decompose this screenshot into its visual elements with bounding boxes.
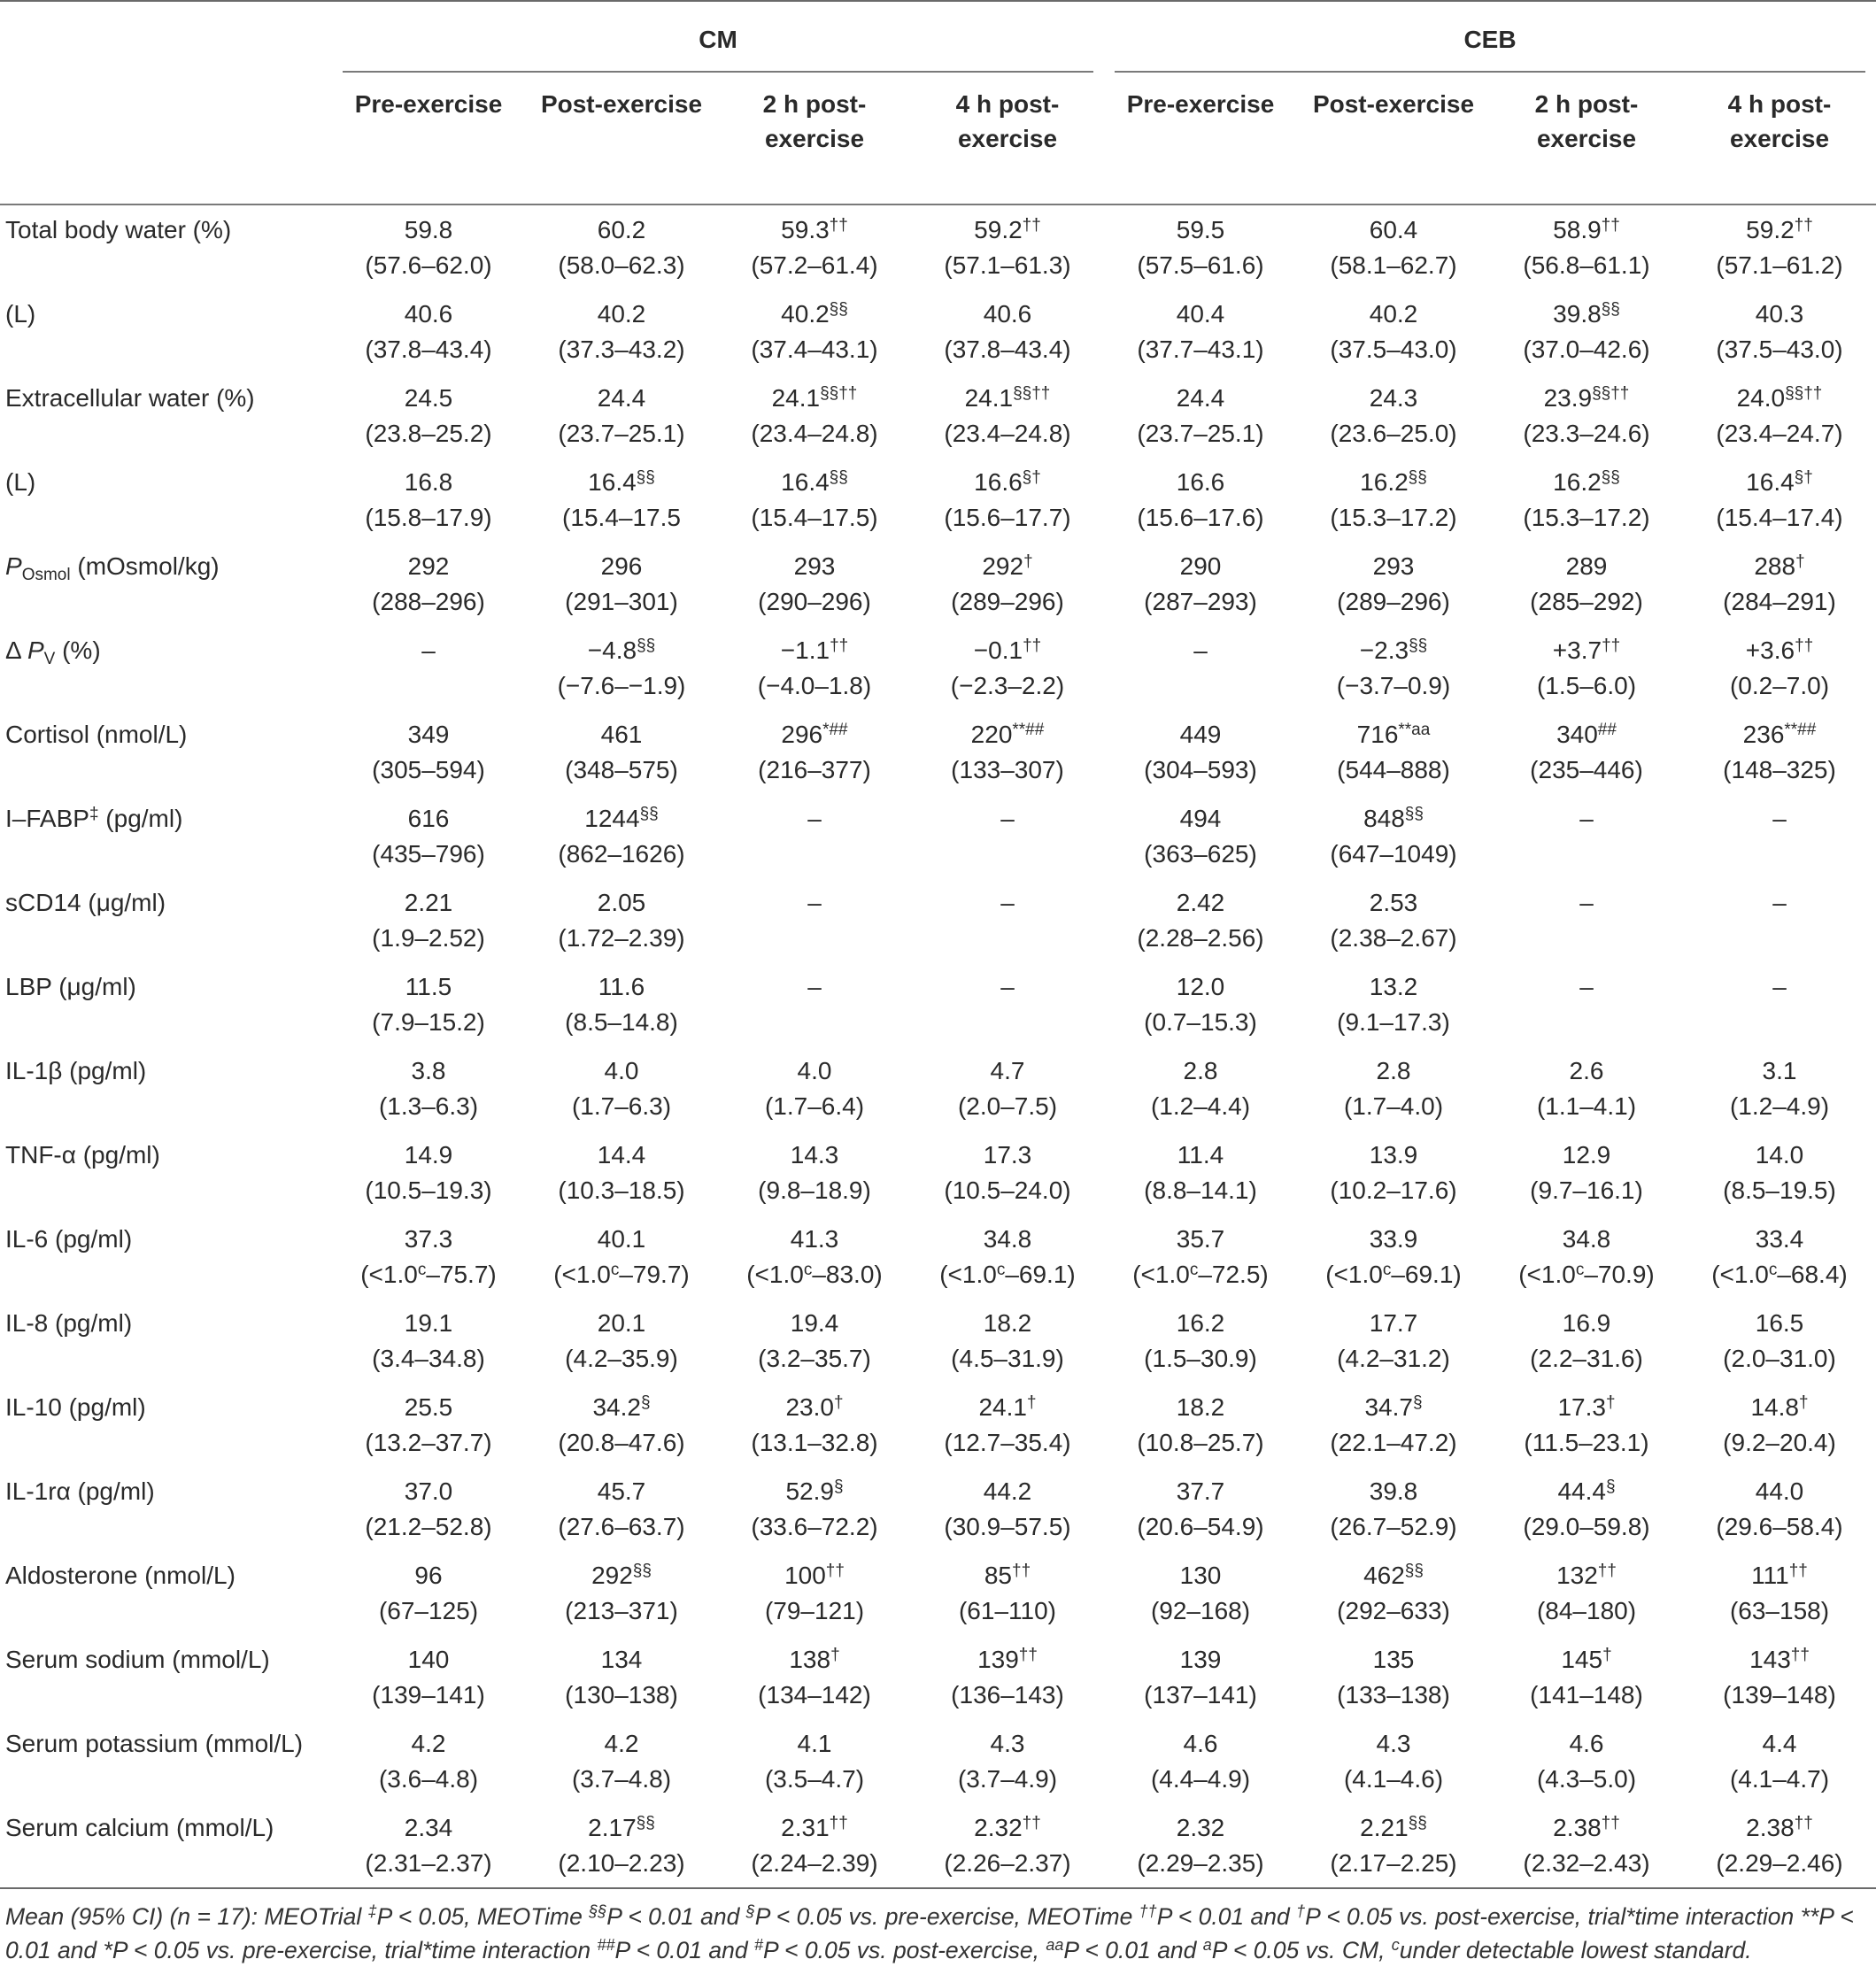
column-header: 2 h post- exercise: [762, 90, 867, 152]
table-cell: 45.7 (27.6–63.7): [558, 1477, 685, 1540]
table-cell: 2.31†† (2.24–2.39): [751, 1814, 878, 1877]
table-cell: 20.1 (4.2–35.9): [565, 1309, 678, 1372]
table-cell: 14.8† (9.2–20.4): [1723, 1393, 1836, 1456]
table-cell: 24.5 (23.8–25.2): [365, 384, 492, 447]
table-cell: 4.2 (3.6–4.8): [378, 1730, 479, 1793]
table-row: [0, 1551, 1876, 1635]
table-cell: 14.9 (10.5–19.3): [365, 1141, 492, 1204]
table-cell: 19.4 (3.2–35.7): [758, 1309, 871, 1372]
table-cell: 59.5 (57.5–61.6): [1137, 216, 1264, 279]
row-label: IL-6 (pg/ml): [5, 1225, 133, 1253]
table-cell: 2.21§§ (2.17–2.25): [1330, 1814, 1457, 1877]
table-cell: 24.1§§†† (23.4–24.8): [751, 384, 878, 447]
table-cell: 4.2 (3.7–4.8): [571, 1730, 672, 1793]
row-label: Extracellular water (%): [5, 384, 255, 412]
table-cell: 24.4 (23.7–25.1): [558, 384, 685, 447]
table-cell: 34.7§ (22.1–47.2): [1330, 1393, 1457, 1456]
table-row: [0, 374, 1876, 458]
table-cell: 17.3 (10.5–24.0): [944, 1141, 1071, 1204]
table-cell: 16.4§§ (15.4–17.5): [751, 468, 878, 531]
table-cell: 16.5 (2.0–31.0): [1723, 1309, 1836, 1372]
row-label: Serum potassium (mmol/L): [5, 1730, 304, 1757]
table-cell: 24.3 (23.6–25.0): [1330, 384, 1457, 447]
table-cell: 340## (235–446): [1530, 721, 1643, 783]
table-cell: 4.6 (4.4–4.9): [1150, 1730, 1251, 1793]
table-cell: 16.6 (15.6–17.6): [1137, 468, 1264, 531]
table-cell: −4.8§§ (−7.6–−1.9): [557, 636, 686, 699]
table-cell: –: [1772, 889, 1787, 916]
table-cell: –: [807, 805, 822, 832]
table-cell: 2.53 (2.38–2.67): [1330, 889, 1457, 952]
row-label: Serum calcium (mmol/L): [5, 1814, 274, 1841]
table-cell: 19.1 (3.4–34.8): [372, 1309, 485, 1372]
table-row: [0, 1719, 1876, 1803]
table-cell: –: [1579, 973, 1594, 1000]
table-cell: 16.2§§ (15.3–17.2): [1330, 468, 1457, 531]
table-cell: 40.4 (37.7–43.1): [1137, 300, 1264, 363]
table-cell: 13.9 (10.2–17.6): [1330, 1141, 1457, 1204]
table-cell: 4.0 (1.7–6.3): [571, 1057, 672, 1120]
table-cell: 59.2†† (57.1–61.3): [944, 216, 1071, 279]
table-cell: 59.8 (57.6–62.0): [365, 216, 492, 279]
table-cell: 59.2†† (57.1–61.2): [1716, 216, 1843, 279]
table-cell: 3.8 (1.3–6.3): [378, 1057, 479, 1120]
table-cell: 40.6 (37.8–43.4): [944, 300, 1071, 363]
table-cell: 40.3 (37.5–43.0): [1716, 300, 1843, 363]
table-cell: 24.0§§†† (23.4–24.7): [1716, 384, 1843, 447]
table-cell: 60.2 (58.0–62.3): [558, 216, 685, 279]
table-row: [0, 626, 1876, 710]
table-cell: 349 (305–594): [372, 721, 485, 783]
table-cell: 14.4 (10.3–18.5): [558, 1141, 685, 1204]
table-cell: 2.8 (1.2–4.4): [1150, 1057, 1251, 1120]
table-cell: 2.38†† (2.29–2.46): [1716, 1814, 1843, 1877]
table-cell: 461 (348–575): [565, 721, 678, 783]
table-cell: 1244§§ (862–1626): [558, 805, 685, 868]
table-cell: 2.42 (2.28–2.56): [1137, 889, 1264, 952]
table-cell: 11.5 (7.9–15.2): [372, 973, 485, 1036]
table-cell: 16.4§§ (15.4–17.5: [562, 468, 681, 531]
table-row: [0, 1803, 1876, 1887]
table-cell: −1.1†† (−4.0–1.8): [757, 636, 872, 699]
table-cell: 296 (291–301): [565, 552, 678, 615]
table-cell: 292† (289–296): [951, 552, 1064, 615]
column-header: Pre-exercise: [354, 90, 503, 118]
table-cell: 14.3 (9.8–18.9): [758, 1141, 871, 1204]
table-cell: –: [1193, 636, 1208, 664]
table-cell: 3.1 (1.2–4.9): [1729, 1057, 1830, 1120]
table-cell: 2.8 (1.7–4.0): [1343, 1057, 1444, 1120]
table-cell: 16.8 (15.8–17.9): [365, 468, 492, 531]
table-cell: 96 (67–125): [378, 1562, 479, 1624]
table-cell: 24.1† (12.7–35.4): [944, 1393, 1071, 1456]
table-row: [0, 1215, 1876, 1299]
row-label: IL-8 (pg/ml): [5, 1309, 133, 1337]
table-cell: 16.6§† (15.6–17.7): [944, 468, 1071, 531]
table-row: [0, 1635, 1876, 1719]
table-cell: 23.9§§†† (23.3–24.6): [1523, 384, 1650, 447]
table-cell: 16.2§§ (15.3–17.2): [1523, 468, 1650, 531]
table-cell: 44.0 (29.6–58.4): [1716, 1477, 1843, 1540]
table-cell: 134 (130–138): [565, 1646, 678, 1709]
table-cell: –: [807, 889, 822, 916]
table-row: [0, 1130, 1876, 1215]
table-cell: 4.3 (4.1–4.6): [1343, 1730, 1444, 1793]
table-cell: 220**## (133–307): [951, 721, 1064, 783]
table-cell: –: [1579, 889, 1594, 916]
table-row: [0, 1299, 1876, 1383]
table-cell: 52.9§ (33.6–72.2): [751, 1477, 878, 1540]
table-cell: 130 (92–168): [1150, 1562, 1251, 1624]
table-cell: 33.9 (<1.0$^c$–69.1): [1325, 1225, 1462, 1288]
column-header-row: [0, 78, 1876, 204]
table-row: [0, 962, 1876, 1046]
table-cell: 37.3 (<1.0$^c$–75.7): [360, 1225, 497, 1288]
table-cell: 18.2 (4.5–31.9): [951, 1309, 1064, 1372]
table-cell: 289 (285–292): [1530, 552, 1643, 615]
row-label: IL-1β (pg/ml): [5, 1057, 147, 1084]
row-label: Aldosterone (nmol/L): [5, 1562, 235, 1589]
row-label: (L): [5, 468, 36, 496]
table-cell: 37.0 (21.2–52.8): [365, 1477, 492, 1540]
table-row: [0, 458, 1876, 542]
table-cell: 40.6 (37.8–43.4): [365, 300, 492, 363]
table-cell: 85†† (61–110): [958, 1562, 1056, 1624]
table-cell: 40.2 (37.3–43.2): [558, 300, 685, 363]
table-cell: 293 (290–296): [758, 552, 871, 615]
table-cell: 39.8 (26.7–52.9): [1330, 1477, 1457, 1540]
row-label: Δ $P_V$ (%): [5, 636, 101, 668]
table-cell: 462§§ (292–633): [1337, 1562, 1450, 1624]
table-cell: 111†† (63–158): [1729, 1562, 1830, 1624]
column-header: Pre-exercise: [1126, 90, 1275, 118]
table-cell: 293 (289–296): [1337, 552, 1450, 615]
table-cell: 2.05 (1.72–2.39): [558, 889, 685, 952]
group-header-cm: CM: [332, 7, 1104, 78]
table-cell: 13.2 (9.1–17.3): [1337, 973, 1450, 1036]
group-header-ceb: CEB: [1104, 7, 1876, 78]
table-cell: 296*## (216–377): [758, 721, 871, 783]
table-cell: 33.4 (<1.0$^c$–68.4): [1711, 1225, 1848, 1288]
table-row: [0, 1467, 1876, 1551]
table-footnote: Mean (95% CI) (n = 17): MEOTrial ‡P < 0.05, MEOTime §§P < 0.01 and §P < 0.05 vs. pre-exercise, MEOTime ††P < 0.01 and †P < 0.05 vs. post-exercise, trial*time interaction **P < 0.01 and *P < 0.05 vs. pre-exercise, trial*time interaction ##P < 0.01 and #P < 0.05 vs. post-exercise, $^{aa}$P < 0.01 and $^a$P < 0.05 vs. CM, $^c$under detectable lowest standard.: [0, 1887, 1876, 1967]
table-cell: 236**## (148–325): [1723, 721, 1836, 783]
table-cell: –: [1772, 973, 1787, 1000]
table-cell: 16.2 (1.5–30.9): [1144, 1309, 1257, 1372]
table-cell: 12.9 (9.7–16.1): [1530, 1141, 1643, 1204]
table-cell: 4.4 (4.1–4.7): [1729, 1730, 1830, 1793]
table-cell: 18.2 (10.8–25.7): [1137, 1393, 1264, 1456]
table-cell: 24.4 (23.7–25.1): [1137, 384, 1264, 447]
column-header: 2 h post- exercise: [1534, 90, 1639, 152]
table-cell: 2.17§§ (2.10–2.23): [558, 1814, 685, 1877]
table-cell: 4.7 (2.0–7.5): [957, 1057, 1058, 1120]
table-cell: +3.7†† (1.5–6.0): [1536, 636, 1637, 699]
row-label: Cortisol (nmol/L): [5, 721, 188, 748]
table-cell: 4.3 (3.7–4.9): [957, 1730, 1058, 1793]
table-cell: 12.0 (0.7–15.3): [1144, 973, 1257, 1036]
table-cell: 16.4§† (15.4–17.4): [1716, 468, 1843, 531]
table-cell: 25.5 (13.2–37.7): [365, 1393, 492, 1456]
row-label: LBP (μg/ml): [5, 973, 136, 1000]
table-cell: 17.7 (4.2–31.2): [1337, 1309, 1450, 1372]
table-cell: 34.8 (<1.0$^c$–69.1): [939, 1225, 1076, 1288]
table-cell: 135 (133–138): [1337, 1646, 1450, 1709]
group-header-row: [0, 7, 1876, 78]
table-cell: 44.2 (30.9–57.5): [944, 1477, 1071, 1540]
table-row: [0, 878, 1876, 962]
table-cell: 138† (134–142): [758, 1646, 871, 1709]
table-cell: 23.0† (13.1–32.8): [751, 1393, 878, 1456]
table-cell: 24.1§§†† (23.4–24.8): [944, 384, 1071, 447]
table-row: [0, 204, 1876, 289]
table-cell: $716^{**aa}$ (544–888): [1337, 721, 1450, 783]
table-cell: +3.6†† (0.2–7.0): [1729, 636, 1830, 699]
table-row: [0, 289, 1876, 374]
table-cell: 100†† (79–121): [764, 1562, 865, 1624]
table-cell: 40.2 (37.5–43.0): [1330, 300, 1457, 363]
column-header: 4 h post- exercise: [1727, 90, 1832, 152]
table-row: [0, 794, 1876, 878]
table-cell: 292§§ (213–371): [565, 1562, 678, 1624]
column-header: Post-exercise: [540, 90, 703, 118]
table-cell: 132†† (84–180): [1536, 1562, 1637, 1624]
table-cell: 4.0 (1.7–6.4): [764, 1057, 865, 1120]
table-cell: 35.7 (<1.0$^c$–72.5): [1132, 1225, 1269, 1288]
table-cell: 59.3†† (57.2–61.4): [751, 216, 878, 279]
table-cell: 11.4 (8.8–14.1): [1144, 1141, 1257, 1204]
table-cell: 2.6 (1.1–4.1): [1536, 1057, 1637, 1120]
table-cell: 37.7 (20.6–54.9): [1137, 1477, 1264, 1540]
table-cell: 2.34 (2.31–2.37): [365, 1814, 492, 1877]
table-cell: –: [1000, 805, 1015, 832]
row-label: (L): [5, 300, 36, 328]
table-cell: 11.6 (8.5–14.8): [565, 973, 678, 1036]
table-cell: 2.32 (2.29–2.35): [1137, 1814, 1264, 1877]
table-cell: –: [421, 636, 436, 664]
row-label: IL-10 (pg/ml): [5, 1393, 146, 1421]
table-cell: –: [1000, 889, 1015, 916]
table-cell: 14.0 (8.5–19.5): [1723, 1141, 1836, 1204]
table-cell: 292 (288–296): [372, 552, 485, 615]
table-cell: 40.2§§ (37.4–43.1): [751, 300, 878, 363]
table-cell: 140 (139–141): [372, 1646, 485, 1709]
table-cell: 44.4§ (29.0–59.8): [1523, 1477, 1650, 1540]
row-label: Total body water (%): [5, 216, 232, 243]
column-header: Post-exercise: [1312, 90, 1475, 118]
table-row: [0, 1383, 1876, 1467]
table-cell: 17.3† (11.5–23.1): [1524, 1393, 1649, 1456]
row-label: Serum sodium (mmol/L): [5, 1646, 270, 1673]
table-cell: –: [1000, 973, 1015, 1000]
table-row: [0, 710, 1876, 794]
row-label: $P_{Osmol}$ (mOsmol/kg): [5, 552, 220, 584]
table-cell: −0.1†† (−2.3–2.2): [950, 636, 1065, 699]
table-row: [0, 1046, 1876, 1130]
column-header: 4 h post- exercise: [955, 90, 1060, 152]
table-cell: 34.2§ (20.8–47.6): [558, 1393, 685, 1456]
table-cell: 145† (141–148): [1530, 1646, 1643, 1709]
table-body: [0, 204, 1876, 1887]
table-cell: 39.8§§ (37.0–42.6): [1523, 300, 1650, 363]
row-label: sCD14 (μg/ml): [5, 889, 166, 916]
table-cell: 288† (284–291): [1723, 552, 1836, 615]
table-cell: 2.38†† (2.32–2.43): [1523, 1814, 1650, 1877]
table-cell: –: [1579, 805, 1594, 832]
table-cell: 4.1 (3.5–4.7): [764, 1730, 865, 1793]
table-row: [0, 542, 1876, 626]
table-cell: 449 (304–593): [1144, 721, 1257, 783]
table-cell: –: [807, 973, 822, 1000]
table-cell: −2.3§§ (−3.7–0.9): [1336, 636, 1451, 699]
table-cell: 2.21 (1.9–2.52): [372, 889, 485, 952]
table-cell: 60.4 (58.1–62.7): [1330, 216, 1457, 279]
table-cell: 16.9 (2.2–31.6): [1530, 1309, 1643, 1372]
row-label: IL-1rα (pg/ml): [5, 1477, 155, 1505]
table-cell: 2.32†† (2.26–2.37): [944, 1814, 1071, 1877]
table-cell: 40.1 (<1.0$^c$–79.7): [553, 1225, 690, 1288]
row-label: TNF-α (pg/ml): [5, 1141, 160, 1169]
row-label: I–FABP‡ (pg/ml): [5, 805, 183, 832]
table-cell: 139†† (136–143): [951, 1646, 1064, 1709]
table-cell: 58.9†† (56.8–61.1): [1523, 216, 1650, 279]
table-cell: 143†† (139–148): [1723, 1646, 1836, 1709]
table-cell: 34.8 (<1.0$^c$–70.9): [1518, 1225, 1655, 1288]
table-cell: 616 (435–796): [372, 805, 485, 868]
table-cell: 494 (363–625): [1144, 805, 1257, 868]
table-cell: 41.3 (<1.0$^c$–83.0): [746, 1225, 883, 1288]
table-cell: 139 (137–141): [1144, 1646, 1257, 1709]
table-cell: 4.6 (4.3–5.0): [1536, 1730, 1637, 1793]
table-cell: –: [1772, 805, 1787, 832]
table-cell: 290 (287–293): [1144, 552, 1257, 615]
table-cell: 848§§ (647–1049): [1330, 805, 1457, 868]
